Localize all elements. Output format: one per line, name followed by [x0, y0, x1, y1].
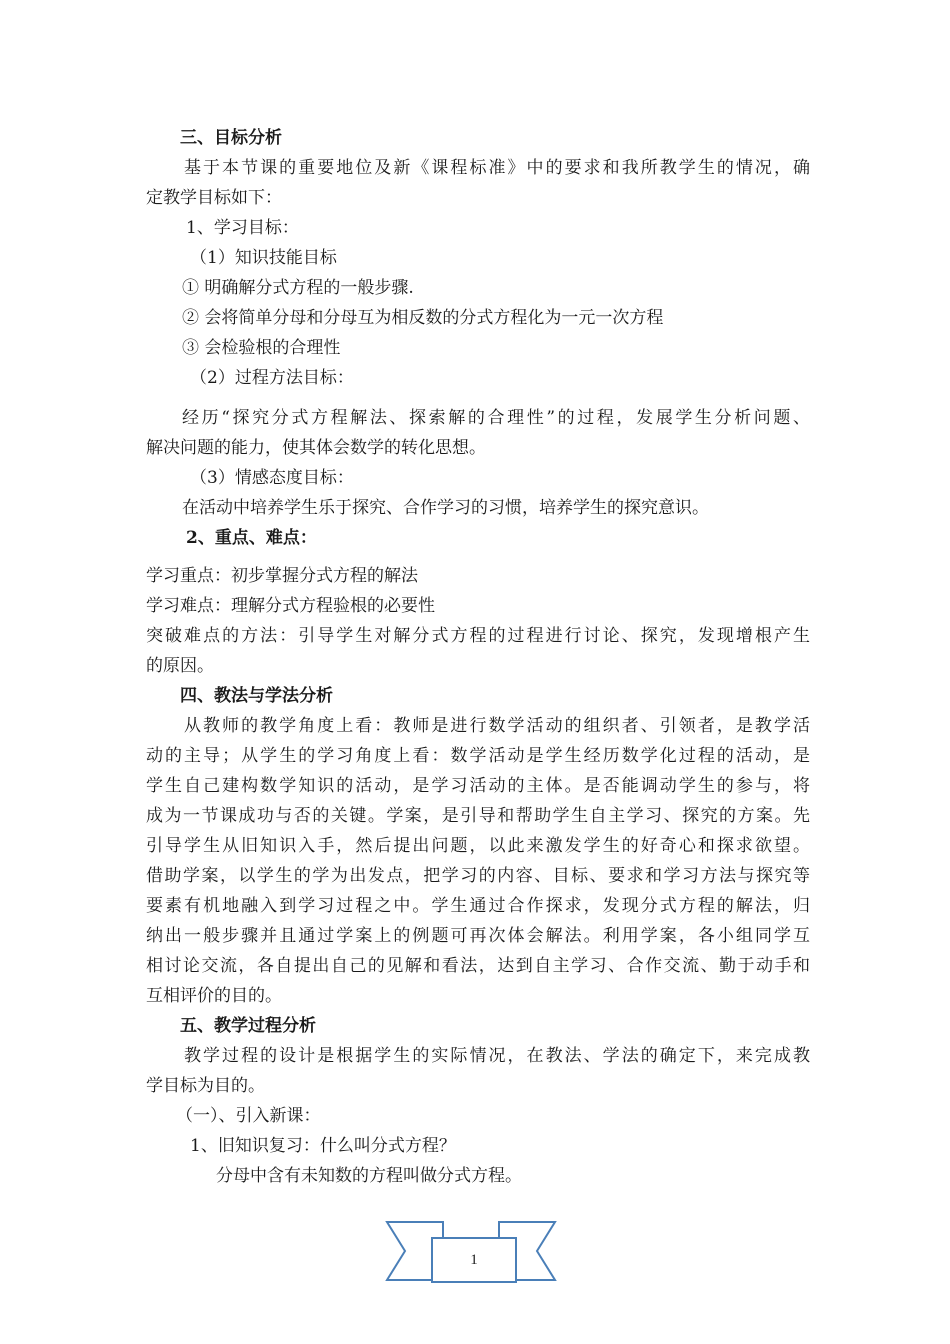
paragraph-line: 学习难点：理解分式方程验根的必要性: [146, 596, 435, 616]
list-item: ② 会将简单分母和分母互为相反数的分式方程化为一元一次方程: [182, 308, 664, 328]
paragraph-line: 基于本节课的重要地位及新《课程标准》中的要求和我所教学生的情况，确: [184, 158, 810, 178]
paragraph-line: 引导学生从旧知识入手，然后提出问题，以此来激发学生的好奇心和探求欲望。: [146, 836, 810, 856]
paragraph-line: 纳出一般步骤并且通过学案上的例题可再次体会解法。利用学案，各小组同学互: [146, 926, 810, 946]
list-item: ③ 会检验根的合理性: [182, 338, 341, 358]
list-item: ① 明确解分式方程的一般步骤.: [182, 278, 414, 298]
paragraph-line: 相讨论交流，各自提出自己的见解和看法，达到自主学习、合作交流、勤于动手和: [146, 956, 810, 976]
paragraph-line: 突破难点的方法：引导学生对解分式方程的过程进行讨论、探究，发现增根产生: [146, 626, 810, 646]
paragraph-line: 借助学案，以学生的学为出发点，把学习的内容、目标、要求和学习方法与探究等: [146, 866, 810, 886]
subheading-knowledge-skills: （1）知识技能目标: [190, 248, 337, 268]
paragraph-line: 学习重点：初步掌握分式方程的解法: [146, 566, 418, 586]
paragraph-line: 成为一节课成功与否的关键。学案，是引导和帮助学生自主学习、探究的方案。先: [146, 806, 810, 826]
section-heading-methods: 四、教法与学法分析: [180, 686, 333, 706]
paragraph-line: 分母中含有未知数的方程叫做分式方程。: [216, 1166, 522, 1186]
paragraph-line: 互相评价的目的。: [146, 986, 282, 1006]
subheading-process-method: （2）过程方法目标：: [190, 368, 354, 388]
subheading-intro: （一）、引入新课：: [176, 1106, 321, 1126]
subheading-key-difficult-points: 2、重点、难点：: [186, 528, 317, 548]
section-heading-goals: 三、目标分析: [180, 128, 282, 148]
paragraph-line: 的原因。: [146, 656, 214, 676]
paragraph-line: 动的主导；从学生的学习角度上看：数学活动是学生经历数学化过程的活动，是: [146, 746, 810, 766]
paragraph-line: 学生自己建构数学知识的活动，是学习活动的主体。是否能调动学生的参与，将: [146, 776, 810, 796]
subheading-emotion-attitude: （3）情感态度目标：: [190, 468, 354, 488]
paragraph-line: 教学过程的设计是根据学生的实际情况，在教法、学法的确定下，来完成教: [184, 1046, 810, 1066]
paragraph-line: 经历“探究分式方程解法、探索解的合理性”的过程，发展学生分析问题、: [182, 408, 810, 428]
subheading-review: 1、旧知识复习：什么叫分式方程？: [190, 1136, 456, 1156]
section-heading-process: 五、教学过程分析: [180, 1016, 316, 1036]
paragraph-line: 从教师的教学角度上看：教师是进行数学活动的组织者、引领者，是教学活: [184, 716, 810, 736]
paragraph-line: 要素有机地融入到学习过程之中。学生通过合作探求，发现分式方程的解法，归: [146, 896, 810, 916]
paragraph-line: 解决问题的能力，使其体会数学的转化思想。: [146, 438, 486, 458]
paragraph-line: 在活动中培养学生乐于探究、合作学习的习惯，培养学生的探究意识。: [182, 498, 709, 518]
subheading-learning-goals: 1、学习目标：: [186, 218, 299, 238]
page-number: 1: [470, 1252, 478, 1268]
paragraph-line: 学目标为目的。: [146, 1076, 265, 1096]
paragraph-line: 定教学目标如下：: [146, 188, 282, 208]
